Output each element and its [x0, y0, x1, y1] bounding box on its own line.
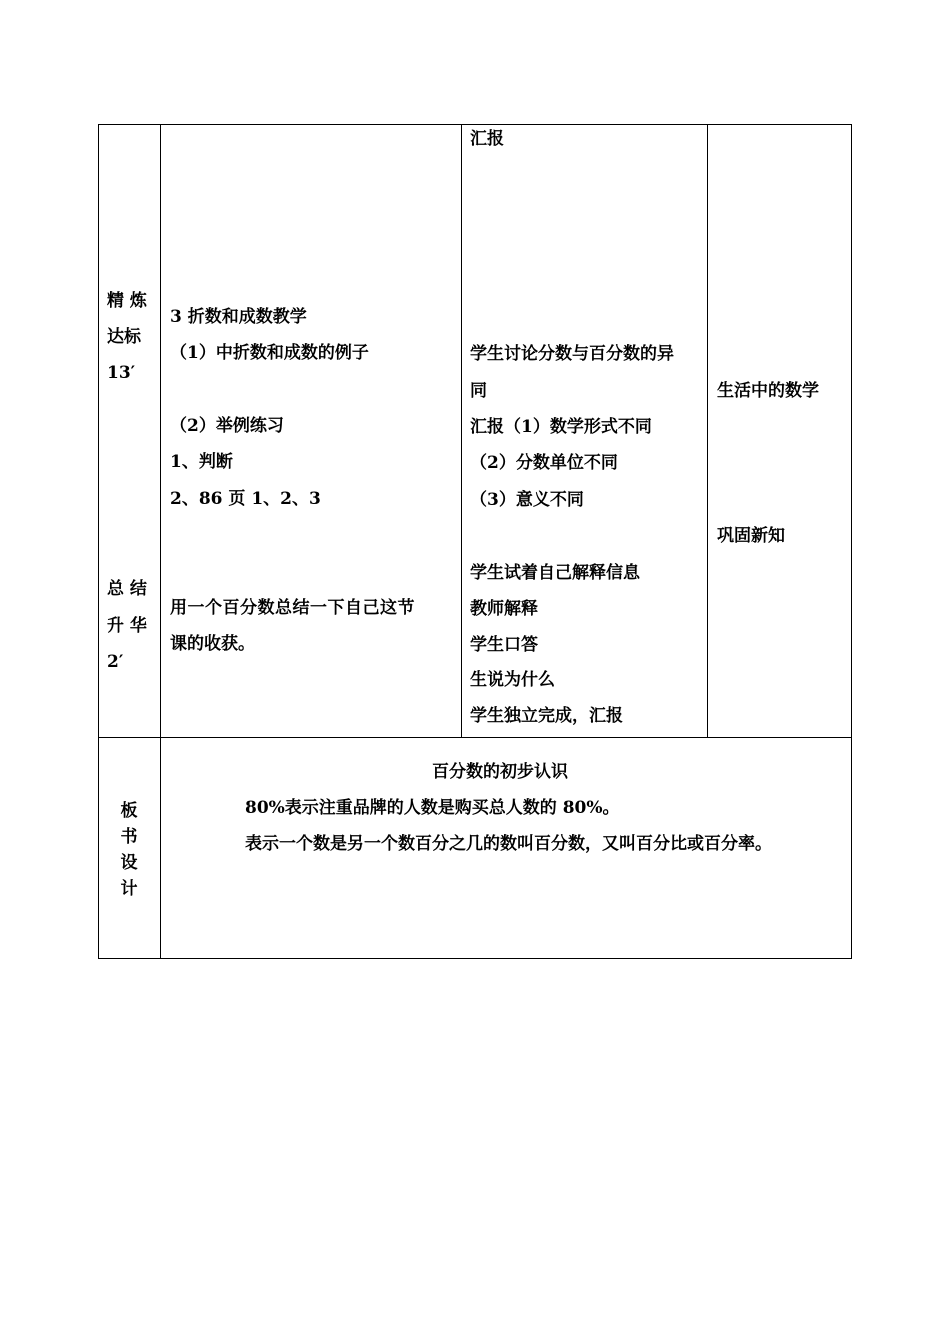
teacher-summary-line1: 用一个百分数总结一下自己这节 — [170, 598, 415, 618]
student-explain3: 学生口答 — [470, 635, 538, 655]
column-divider-student — [707, 124, 708, 738]
student-explain1: 学生试着自己解释信息 — [470, 563, 640, 583]
student-explain4: 生说为什么 — [470, 670, 555, 690]
teacher-exercise2: 2、86 页 1、2、3 — [170, 489, 321, 509]
student-discuss-line1: 学生讨论分数与百分数的异 — [470, 344, 674, 364]
stage-summary-time: 2′ — [107, 652, 124, 672]
student-report-top: 汇报 — [470, 129, 504, 149]
student-report1: 汇报（1）数学形式不同 — [470, 417, 652, 437]
column-divider-stage — [160, 124, 161, 959]
teacher-item3-sub1: （1）中折数和成数的例子 — [170, 343, 369, 363]
stage-summary-line2: 升 华 — [107, 616, 147, 636]
student-explain5: 学生独立完成，汇报 — [470, 706, 623, 726]
board-line2: 表示一个数是另一个数百分之几的数叫百分数，又叫百分比或百分率。 — [245, 834, 772, 854]
row-divider — [98, 737, 852, 738]
student-report3: （3）意义不同 — [470, 490, 584, 510]
student-report2: （2）分数单位不同 — [470, 453, 618, 473]
board-label-char: 书 — [120, 827, 138, 847]
board-label-char: 板 — [120, 801, 138, 821]
board-label — [98, 798, 160, 902]
intent-consolidate: 巩固新知 — [717, 526, 785, 546]
board-title: 百分数的初步认识 — [432, 762, 568, 782]
teacher-summary-line2: 课的收获。 — [170, 634, 255, 654]
board-label-char: 计 — [120, 879, 138, 899]
stage-practice-line2: 达标 — [107, 327, 141, 347]
stage-practice-line1: 精 炼 — [107, 291, 147, 311]
board-line1: 80%表示注重品牌的人数是购买总人数的 80%。 — [245, 798, 620, 818]
teacher-exercise1: 1、判断 — [170, 452, 233, 472]
stage-practice-time: 13′ — [107, 363, 136, 383]
student-explain2: 教师解释 — [470, 599, 538, 619]
board-label-char: 设 — [120, 853, 138, 873]
student-discuss-line2: 同 — [470, 381, 487, 401]
teacher-item3-title: 3 折数和成数教学 — [170, 307, 307, 327]
column-divider-teacher — [461, 124, 462, 738]
stage-summary-line1: 总 结 — [107, 579, 147, 599]
teacher-item3-sub2: （2）举例练习 — [170, 416, 284, 436]
intent-life-math: 生活中的数学 — [717, 381, 819, 401]
